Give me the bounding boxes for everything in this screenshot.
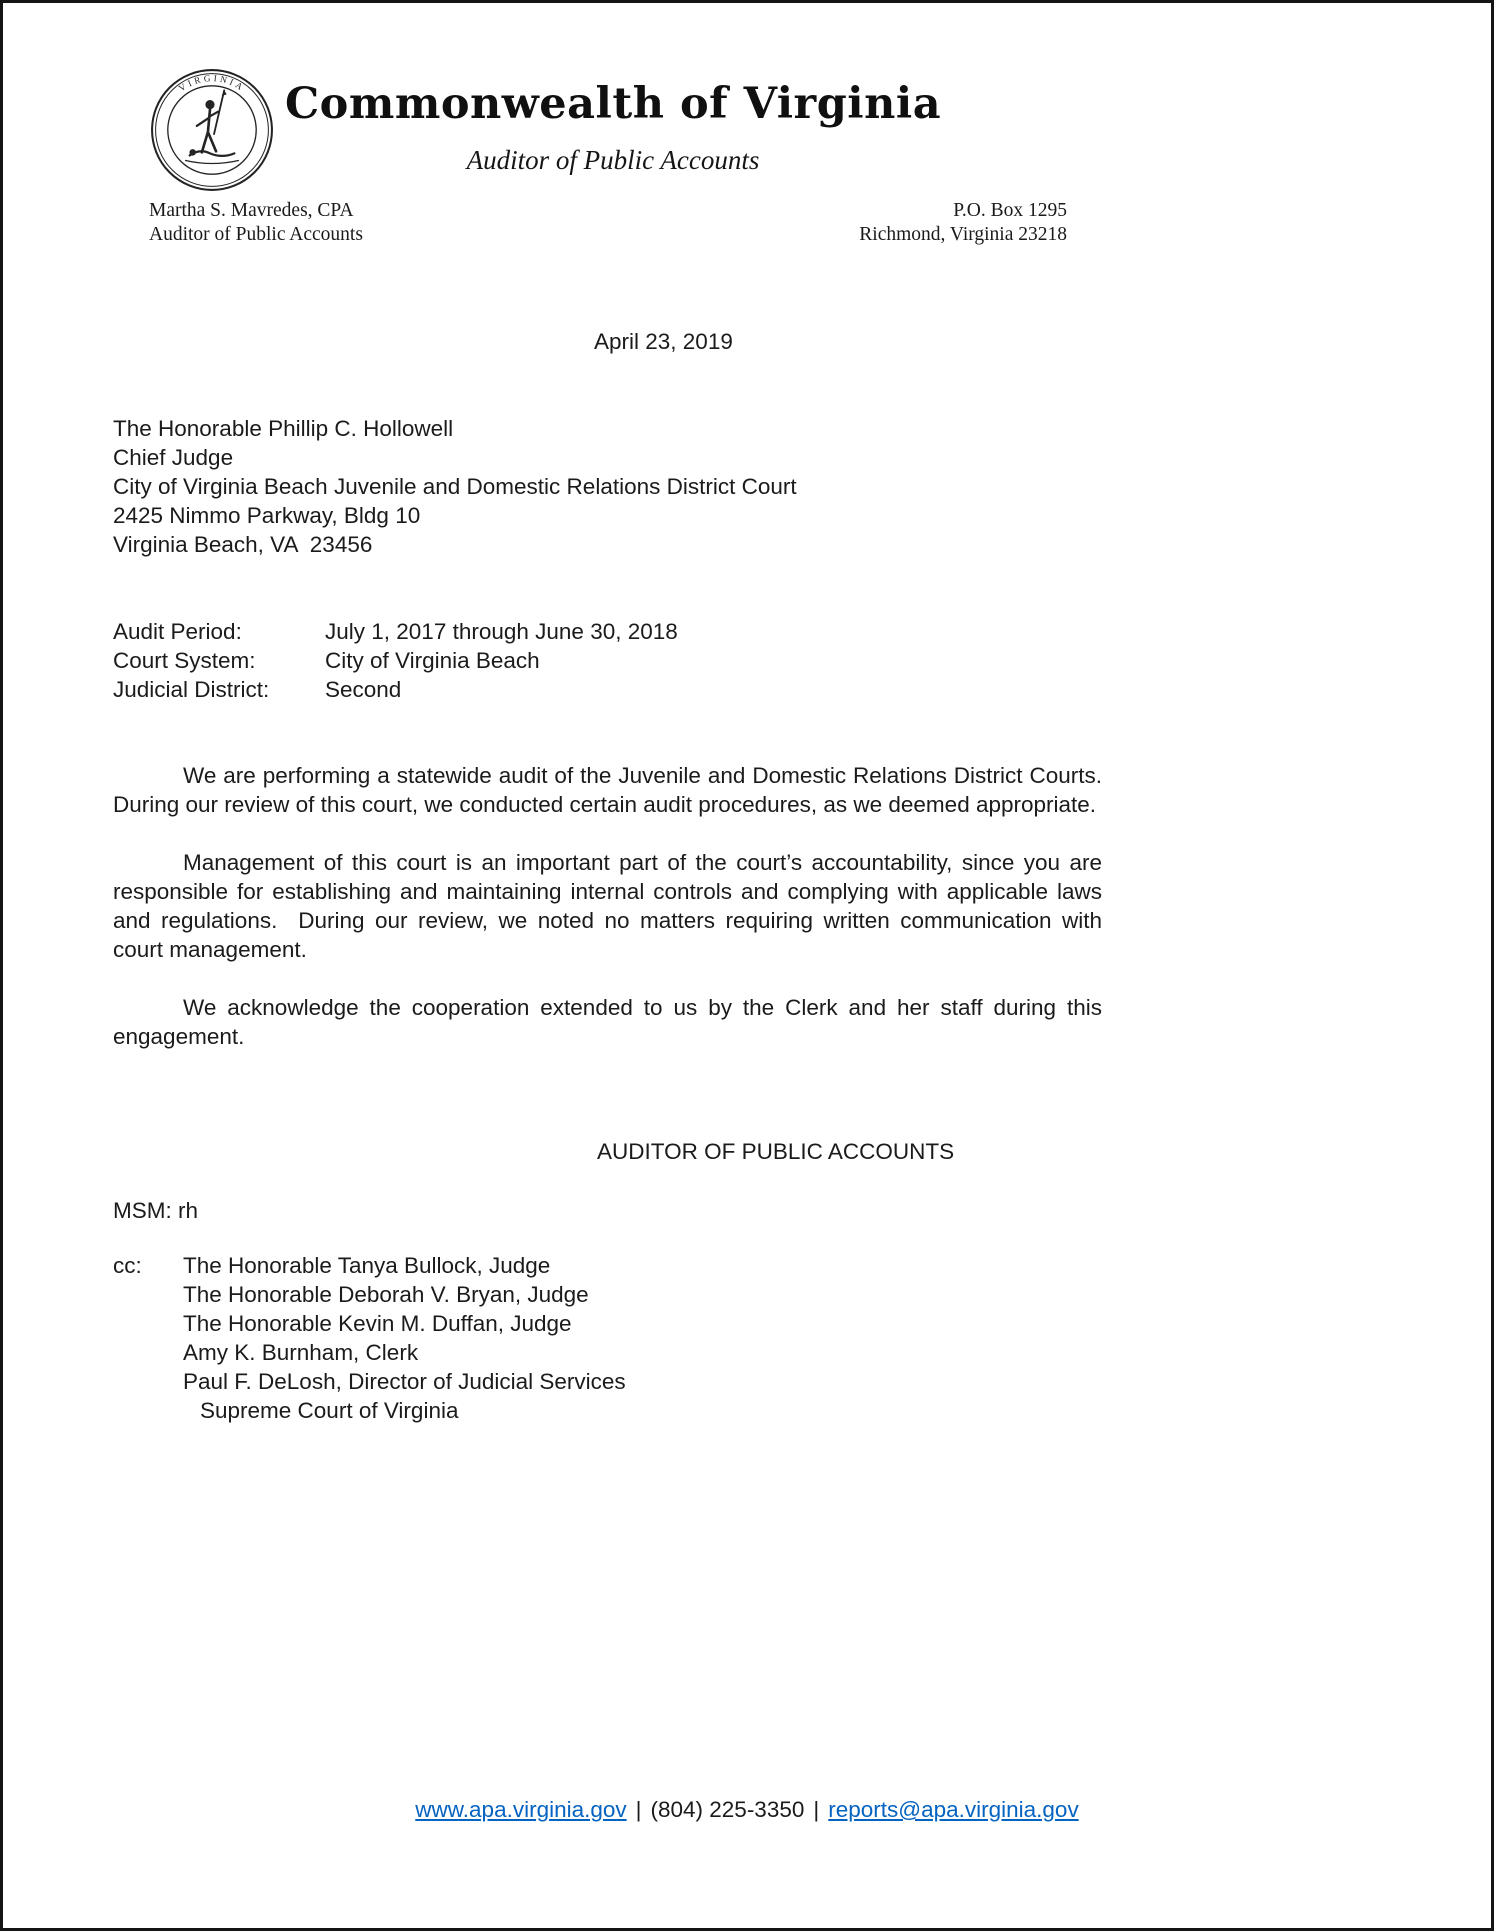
letter-paragraphs	[113, 761, 1109, 1051]
recipient-line: Chief Judge	[113, 445, 234, 470]
meta-row-judicial-district	[113, 675, 1102, 704]
paragraph: We acknowledge the cooperation extended to us by the Clerk and her staff during this engagement.	[113, 995, 1109, 1049]
signature-org: AUDITOR OF PUBLIC ACCOUNTS	[597, 1139, 955, 1164]
org-subtitle: Auditor of Public Accounts	[466, 145, 760, 175]
cc-list	[183, 1251, 626, 1425]
footer-separator: |	[635, 1797, 642, 1822]
recipient-line: The Honorable Phillip C. Hollowell	[113, 416, 454, 441]
email-link[interactable]: reports@apa.virginia.gov	[828, 1797, 1079, 1822]
meta-label: Audit Period:	[113, 619, 242, 644]
po-box: P.O. Box 1295	[953, 200, 1067, 221]
meta-value: Second	[325, 677, 402, 702]
paragraph: We are performing a statewide audit of the Juvenile and Domestic Relations District Courts. During our review of this court, we conducted certain audit procedures, as we deemed appropriate.	[113, 763, 1109, 817]
meta-row-court-system	[113, 646, 1102, 675]
cc-block	[113, 1251, 1102, 1425]
office-address-block	[859, 199, 1067, 247]
meta-row-audit-period	[113, 617, 1102, 646]
cc-item: Paul F. DeLosh, Director of Judicial Services	[183, 1369, 626, 1394]
audit-meta	[113, 617, 1102, 704]
auditor-name-block	[149, 199, 363, 247]
meta-label: Court System:	[113, 648, 256, 673]
cc-item: Supreme Court of Virginia	[200, 1398, 459, 1423]
svg-text:VIRGINIA: VIRGINIA	[176, 73, 248, 94]
cc-item: The Honorable Tanya Bullock, Judge	[183, 1253, 551, 1278]
cc-item: The Honorable Kevin M. Duffan, Judge	[183, 1311, 572, 1336]
cc-label: cc:	[113, 1253, 142, 1278]
letterhead	[3, 3, 1491, 255]
recipient-line: 2425 Nimmo Parkway, Bldg 10	[113, 503, 421, 528]
recipient-address	[113, 414, 1102, 559]
cc-item: The Honorable Deborah V. Bryan, Judge	[183, 1282, 589, 1307]
phone-number: (804) 225-3350	[650, 1797, 805, 1822]
reference-initials: MSM: rh	[113, 1198, 199, 1223]
org-title: Commonwealth of Virginia	[284, 79, 942, 129]
cc-item: Amy K. Burnham, Clerk	[183, 1340, 419, 1365]
footer-separator: |	[813, 1797, 820, 1822]
masthead	[283, 79, 943, 176]
footer-contact-line	[3, 1795, 1491, 1824]
meta-label: Judicial District:	[113, 677, 270, 702]
letter-date: April 23, 2019	[594, 329, 733, 354]
recipient-line: Virginia Beach, VA 23456	[113, 532, 373, 557]
auditor-title: Auditor of Public Accounts	[149, 224, 363, 245]
recipient-line: City of Virginia Beach Juvenile and Domestic Relations District Court	[113, 474, 797, 499]
auditor-name: Martha S. Mavredes, CPA	[149, 200, 354, 221]
paragraph: Management of this court is an important part of the court’s accountability, since you are responsible for establishing and maintaining internal controls and complying with applicable laws and regulations. During our review, we noted no matters requiring written communication with court management.	[113, 850, 1109, 962]
virginia-state-seal-icon	[149, 67, 275, 193]
meta-value: City of Virginia Beach	[325, 648, 540, 673]
city-state-zip: Richmond, Virginia 23218	[859, 224, 1067, 245]
website-link[interactable]: www.apa.virginia.gov	[415, 1797, 627, 1822]
letter-body	[3, 327, 1491, 1425]
meta-value: July 1, 2017 through June 30, 2018	[325, 619, 678, 644]
